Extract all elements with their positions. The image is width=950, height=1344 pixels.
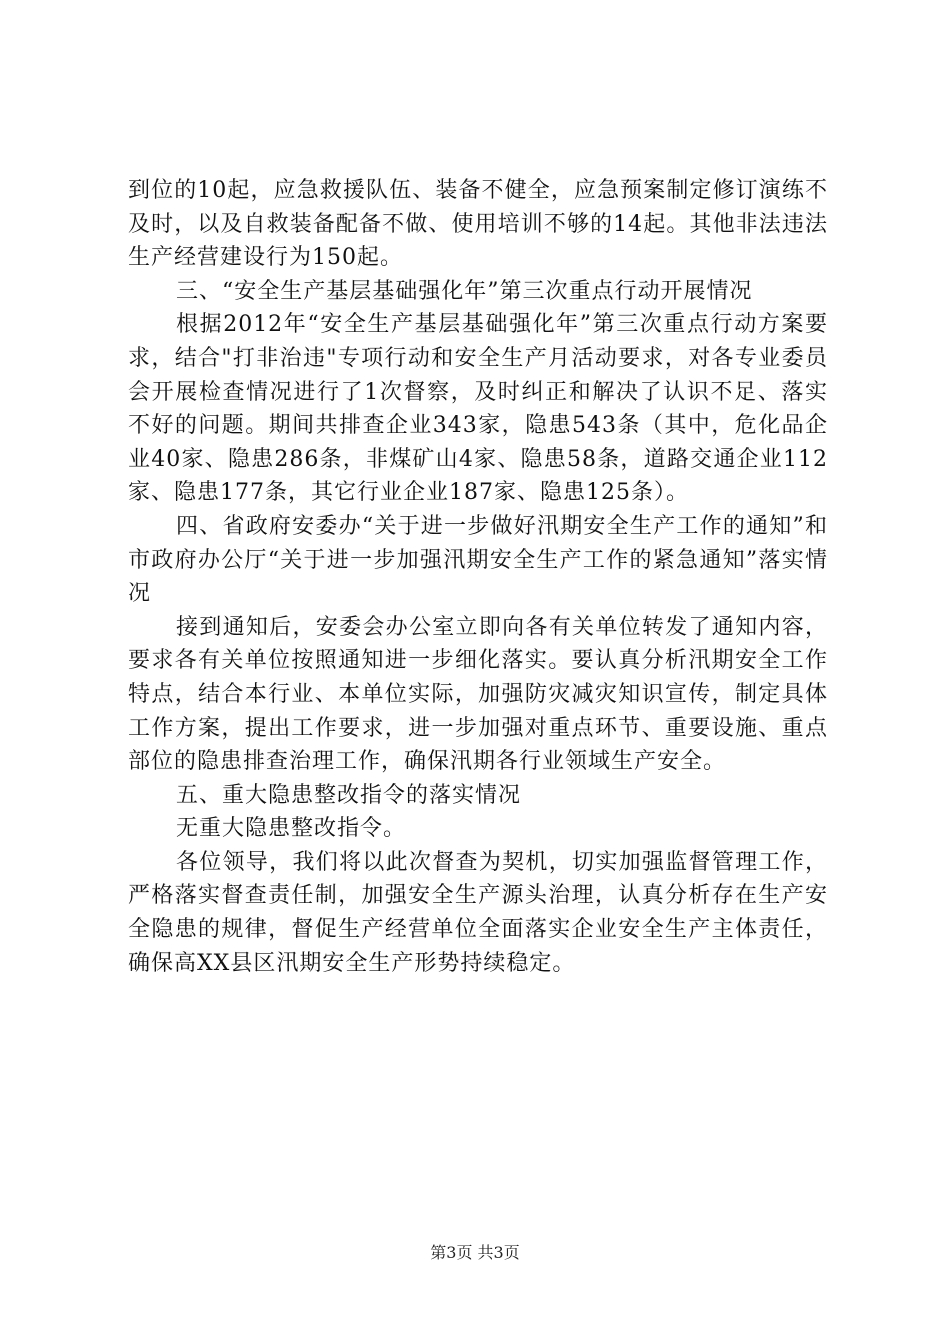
section-heading-3: 三、“安全生产基层基础强化年”第三次重点行动开展情况	[176, 278, 753, 304]
paragraph-1: 到位的10起，应急救援队伍、装备不健全，应急预案制定修订演练不及时，以及自救装备配备不做、使用培训不够的14起。其他非法违法生产经营建设行为150起。	[128, 178, 828, 271]
paragraph-7: 无重大隐患整改指令。	[176, 816, 407, 842]
page-footer: 第3页 共3页	[430, 1243, 520, 1262]
paragraph-5: 接到通知后，安委会办公室立即向各有关单位转发了通知内容，要求各有关单位按照通知进一步细化落实。要认真分析汛期安全工作特点，结合本行业、本单位实际，加强防灾减灾知识宣传，制定具体工作方案，提出工作要求，进一步加强对重点环节、重要设施、重点部位的隐患排查治理工作，确保汛期各行业领域生产安全。	[128, 614, 828, 775]
paragraph-3: 根据2012年“安全生产基层基础强化年”第三次重点行动方案要求，结合"打非治违"专项行动和安全生产月活动要求，对各专业委员会开展检查情况进行了1次督察，及时纠正和解决了认识不足、落实不好的问题。期间共排查企业343家，隐患543条（其中，危化品企业40家、隐患286条，非煤矿山4家、隐患58条，道路交通企业112家、隐患177条，其它行业企业187家、隐患125条）。	[128, 312, 829, 506]
section-heading-4: 四、省政府安委办“关于进一步做好汛期安全生产工作的通知”和市政府办公厅“关于进一步加强汛期安全生产工作的紧急通知”落实情况	[128, 513, 828, 607]
section-heading-5: 五、重大隐患整改指令的落实情况	[176, 782, 522, 808]
closing-paragraph: 各位领导，我们将以此次督查为契机，切实加强监督管理工作，严格落实督查责任制，加强安全生产源头治理，认真分析存在生产安全隐患的规律，督促生产经营单位全面落实企业安全生产主体责任，确保高XX县区汛期安全生产形势持续稳定。	[128, 849, 828, 976]
document-body	[128, 174, 828, 980]
